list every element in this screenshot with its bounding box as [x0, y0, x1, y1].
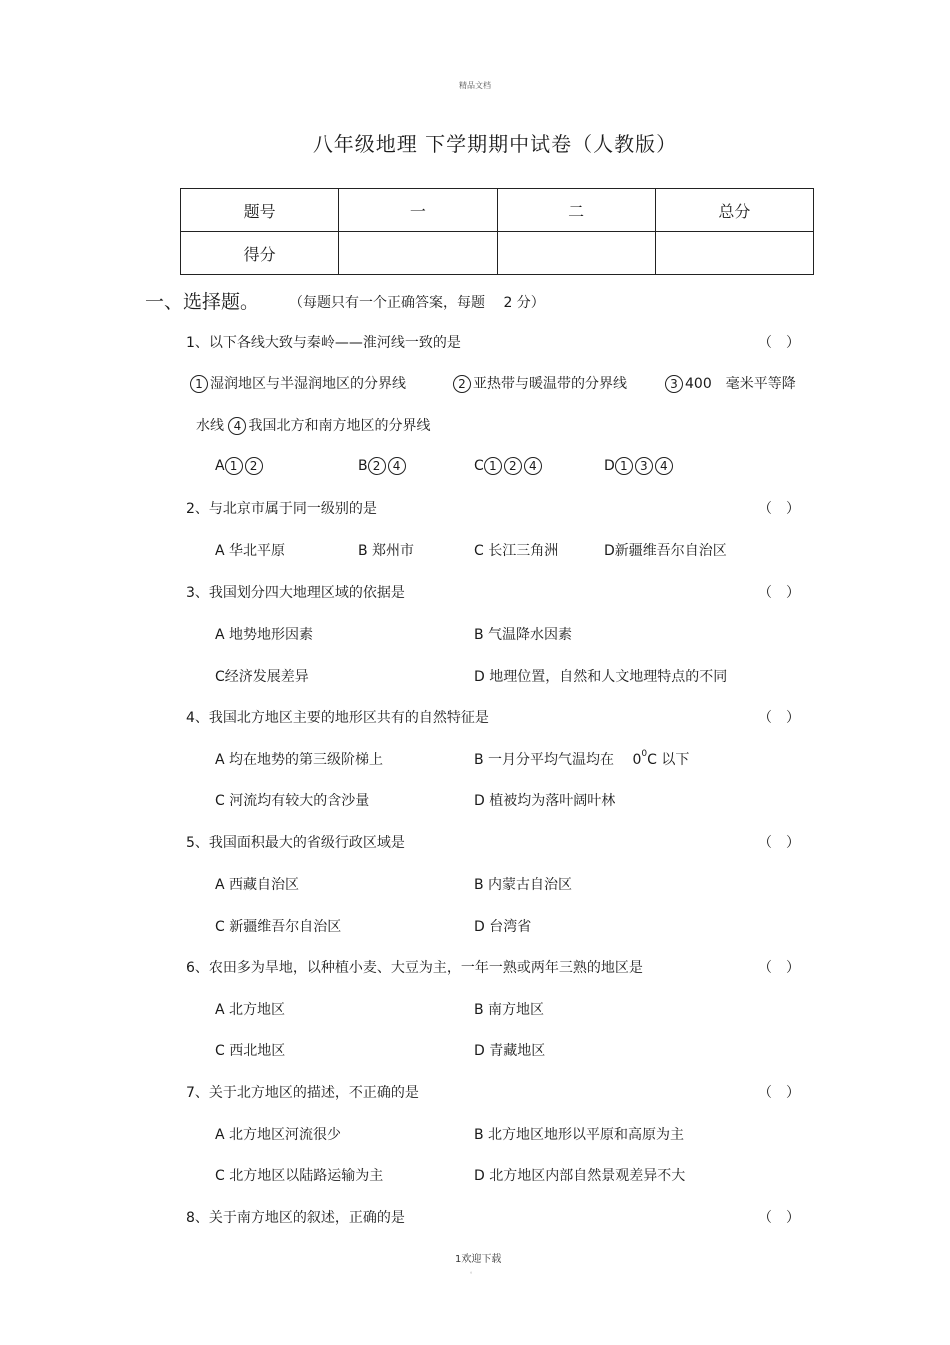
q1-item-text: 400 毫米平等降 — [685, 376, 796, 392]
footer-dot: 。 — [470, 1268, 477, 1275]
q1-item-text: 亚热带与暖温带的分界线 — [473, 376, 627, 392]
question-7-stem: 7、关于北方地区的描述，不正确的是 — [186, 1085, 419, 1101]
page-number: 1 — [455, 1254, 462, 1265]
table-row — [181, 232, 814, 275]
q2-option-d: D新疆维吾尔自治区 — [604, 543, 727, 559]
page-title: 八年级地理 下学期期中试卷（人教版） — [312, 132, 678, 156]
degree-sup: 0 — [641, 749, 648, 759]
q5-option-a: A 西藏自治区 — [215, 877, 300, 893]
q3-option-d: D 地理位置，自然和人文地理特点的不同 — [474, 669, 728, 685]
q7-option-d: D 北方地区内部自然景观差异不大 — [474, 1168, 686, 1184]
q1-item-1 — [190, 373, 406, 393]
q1-option-b — [358, 457, 408, 475]
q6-option-b: B 南方地区 — [474, 1002, 545, 1018]
table-cell — [339, 232, 497, 275]
q4-option-a: A 均在地势的第三级阶梯上 — [215, 752, 384, 768]
answer-paren: （ ） — [758, 710, 800, 726]
answer-paren: （ ） — [758, 1085, 800, 1101]
answer-paren: （ ） — [758, 1210, 800, 1226]
answer-paren: （ ） — [758, 960, 800, 976]
q5-option-c: C 新疆维吾尔自治区 — [215, 919, 342, 935]
q1-option-c — [474, 457, 544, 475]
table-cell: 二 — [497, 189, 655, 232]
q3-option-a: A 地势地形因素 — [215, 627, 314, 643]
q5-option-b: B 内蒙古自治区 — [474, 877, 573, 893]
q2-option-c: C 长江三角洲 — [474, 543, 559, 559]
option-letter: A — [215, 458, 225, 474]
section-note: （每题只有一个正确答案，每题 2 分） — [289, 295, 545, 311]
table-cell — [655, 232, 813, 275]
q6-option-a: A 北方地区 — [215, 1002, 286, 1018]
circled-number: 1 — [225, 457, 243, 475]
q4-option-d: D 植被均为落叶阔叶林 — [474, 793, 616, 809]
question-8-stem: 8、关于南方地区的叙述，正确的是 — [186, 1210, 405, 1226]
answer-paren: （ ） — [758, 835, 800, 851]
table-cell: 题号 — [181, 189, 339, 232]
circled-number: 2 — [453, 375, 471, 393]
table-cell — [497, 232, 655, 275]
header-note: 精品文档 — [459, 81, 491, 90]
table-cell: 得分 — [181, 232, 339, 275]
circled-number: 1 — [190, 375, 208, 393]
q4-option-c: C 河流均有较大的含沙量 — [215, 793, 370, 809]
circled-number: 3 — [635, 457, 653, 475]
q5-option-d: D 台湾省 — [474, 919, 532, 935]
section-title: 一、选择题。 — [145, 291, 260, 313]
q1-option-a — [215, 457, 265, 475]
page-footer — [455, 1250, 501, 1265]
question-2-stem: 2、与北京市属于同一级别的是 — [186, 501, 377, 517]
table-row — [181, 189, 814, 232]
circled-number: 1 — [615, 457, 633, 475]
answer-paren: （ ） — [758, 335, 800, 351]
q3-option-b: B 气温降水因素 — [474, 627, 573, 643]
circled-number: 2 — [504, 457, 522, 475]
q2-option-a: A 华北平原 — [215, 543, 286, 559]
question-1-stem: 1、以下各线大致与秦岭——淮河线一致的是 — [186, 335, 461, 351]
circled-number: 4 — [228, 417, 246, 435]
q2-option-b: B 郑州市 — [358, 543, 415, 559]
q6-option-d: D 青藏地区 — [474, 1043, 546, 1059]
table-cell: 总分 — [655, 189, 813, 232]
q7-option-c: C 北方地区以陆路运输为主 — [215, 1168, 384, 1184]
score-table — [180, 188, 814, 275]
question-3-stem: 3、我国划分四大地理区域的依据是 — [186, 585, 405, 601]
footer-text: 欢迎下载 — [461, 1254, 502, 1265]
q1-item-text: 湿润地区与半湿润地区的分界线 — [210, 376, 406, 392]
circled-number: 3 — [665, 375, 683, 393]
q1-item-text: 我国北方和南方地区的分界线 — [248, 418, 431, 434]
answer-paren: （ ） — [758, 585, 800, 601]
circled-number: 2 — [368, 457, 386, 475]
answer-paren: （ ） — [758, 501, 800, 517]
question-5-stem: 5、我国面积最大的省级行政区域是 — [186, 835, 405, 851]
q1-line2 — [196, 415, 430, 435]
circled-number: 2 — [245, 457, 263, 475]
q1-item-3 — [665, 373, 796, 393]
option-letter: C — [474, 458, 484, 474]
q4-option-b-unit: C 以下 — [647, 752, 690, 768]
q7-option-b: B 北方地区地形以平原和高原为主 — [474, 1127, 685, 1143]
q3-option-c: C经济发展差异 — [215, 669, 309, 685]
option-letter: B — [358, 458, 368, 474]
q1-option-d — [604, 457, 675, 475]
q6-option-c: C 西北地区 — [215, 1043, 286, 1059]
circled-number: 4 — [655, 457, 673, 475]
circled-number: 1 — [484, 457, 502, 475]
q4-option-b-text: B 一月分平均气温均在 0 — [474, 752, 642, 768]
q1-item-2 — [453, 373, 627, 393]
q4-option-b — [474, 749, 689, 769]
q1-line2-prefix: 水线 — [196, 418, 224, 434]
q7-option-a: A 北方地区河流很少 — [215, 1127, 342, 1143]
question-6-stem: 6、农田多为旱地，以种植小麦、大豆为主，一年一熟或两年三熟的地区是 — [186, 960, 643, 976]
table-cell: 一 — [339, 189, 497, 232]
question-4-stem: 4、我国北方地区主要的地形区共有的自然特征是 — [186, 710, 489, 726]
option-letter: D — [604, 458, 615, 474]
circled-number: 4 — [388, 457, 406, 475]
circled-number: 4 — [524, 457, 542, 475]
